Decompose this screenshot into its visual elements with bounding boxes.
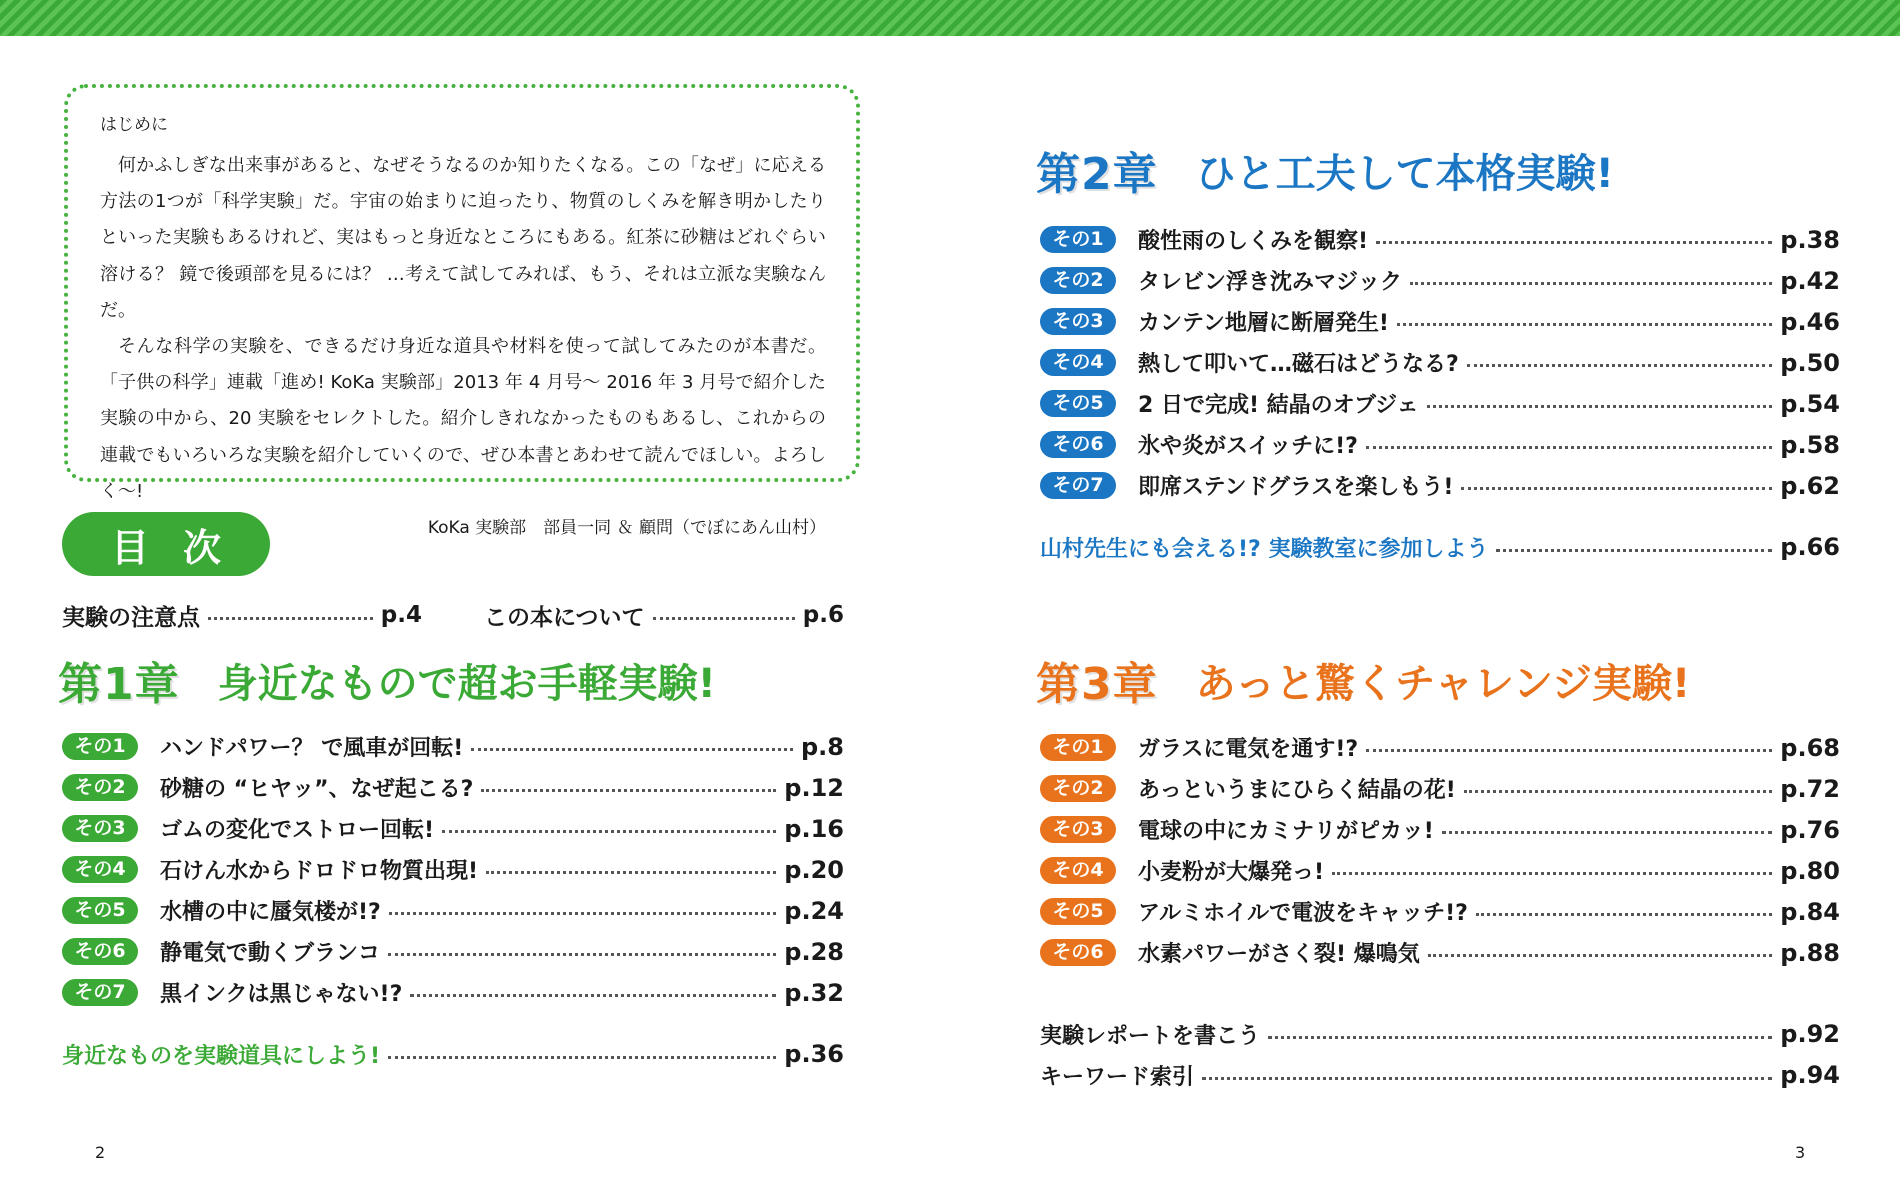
toc-entry-title: 砂糖の “ヒヤッ”、なぜ起こる? (160, 777, 474, 802)
leader-dots (1427, 405, 1773, 408)
chapter-2-list (1040, 219, 1840, 506)
toc-entry-title: 身近なものを実験道具にしよう! (62, 1043, 381, 1069)
leader-dots (1366, 749, 1772, 752)
leader-dots (653, 617, 795, 620)
toc-entry[interactable] (62, 767, 844, 808)
chapter-2-title (1036, 140, 1614, 200)
toc-entry-title: キーワード索引 (1040, 1064, 1195, 1090)
toc-entry-page: p.72 (1780, 774, 1840, 803)
toc-entry-title: 水素パワーがさく裂! 爆鳴気 (1138, 942, 1420, 967)
chapter-1-list (62, 726, 844, 1013)
toc-entry[interactable] (1040, 809, 1840, 850)
leader-dots (410, 994, 776, 997)
item-tag: その7 (1040, 472, 1116, 499)
toc-entry-page: p.66 (1780, 533, 1840, 561)
toc-entry[interactable] (1040, 383, 1840, 424)
toc-entry-title: 石けん水からドロドロ物質出現! (160, 859, 479, 884)
chapter-3-title (1036, 650, 1690, 710)
toc-entry-title: 酸性雨のしくみを観察! (1138, 229, 1369, 254)
item-tag: その3 (1040, 816, 1116, 843)
toc-entry-page: p.8 (801, 732, 844, 761)
toc-entry-page: p.4 (380, 602, 422, 628)
toc-entry-title: 2 日で完成! 結晶のオブジェ (1138, 393, 1419, 418)
chapter-name: あっと驚くチャレンジ実験! (1195, 660, 1691, 707)
leader-dots (1376, 241, 1772, 244)
toc-entry[interactable] (62, 808, 844, 849)
toc-entry-title: 熱して叩いて…磁石はどうなる? (1138, 352, 1459, 377)
toc-entry-page: p.80 (1780, 856, 1840, 885)
toc-entry[interactable] (1040, 219, 1840, 260)
toc-entry-page: p.84 (1780, 897, 1840, 926)
leader-dots (1461, 487, 1772, 490)
chapter-name: 身近なもので超お手軽実験! (217, 660, 716, 707)
item-tag: その1 (1040, 734, 1116, 761)
toc-entry-title: 電球の中にカミナリがピカッ! (1138, 819, 1434, 844)
intro-signature: KoKa 実験部 部員一同 ＆ 顧問（でぼにあん山村） (427, 518, 826, 539)
chapter-2-extra[interactable] (1040, 527, 1840, 567)
toc-entry-title: 実験の注意点 (62, 604, 200, 631)
toc-entry-page: p.54 (1780, 389, 1840, 418)
toc-entry[interactable] (1040, 301, 1840, 342)
chapter-number: 第2章 (1036, 149, 1158, 200)
toc-entry-page: p.20 (784, 855, 844, 884)
item-tag: その4 (1040, 857, 1116, 884)
leader-dots (208, 617, 373, 620)
item-tag: その5 (62, 897, 138, 924)
leader-dots (1332, 872, 1772, 875)
leader-dots (1428, 954, 1773, 957)
item-tag: その4 (1040, 349, 1116, 376)
top-decorative-band (0, 0, 1900, 36)
item-tag: その6 (1040, 939, 1116, 966)
leader-dots (481, 789, 776, 792)
page-number-left: 2 (95, 1143, 106, 1162)
toc-entry-title: 黒インクは黒じゃない!? (160, 982, 403, 1007)
item-tag: その1 (62, 733, 138, 760)
intro-paragraph-2: そんな科学の実験を、できるだけ身近な道具や材料を使って試してみたのが本書だ。「子供の科学」連載「進め! KoKa 実験部」2013 年 4 月号～ 2016 年 3 月号で紹介した実験の中から、20 実験をセレクトした。紹介しきれなかったものもあるし、これからの連載でもいろいろな実験を紹介していくので、ぜひ本書とあわせて読んでほしい。よろしく～! (100, 336, 826, 502)
leader-dots (1476, 913, 1772, 916)
toc-entry-page: p.46 (1780, 307, 1840, 336)
toc-entry-page: p.76 (1780, 815, 1840, 844)
toc-entry-title: アルミホイルで電波をキャッチ!? (1138, 901, 1468, 926)
chapter-3-list (1040, 727, 1840, 973)
toc-entry-page: p.62 (1780, 471, 1840, 500)
toc-entry[interactable] (1040, 424, 1840, 465)
chapter-1-title (58, 650, 716, 710)
toc-entry[interactable] (1040, 727, 1840, 768)
toc-entry[interactable] (1040, 891, 1840, 932)
leader-dots (1464, 790, 1772, 793)
toc-entry-title: タレビン浮き沈みマジック (1138, 270, 1403, 295)
intro-heading: はじめに (100, 115, 168, 135)
toc-entry-title: 氷や炎がスイッチに!? (1138, 434, 1358, 459)
toc-entry[interactable] (62, 890, 844, 931)
toc-entry-title: ゴムの変化でストロー回転! (160, 818, 435, 843)
toc-entry-title: カンテン地層に断層発生! (1138, 311, 1389, 336)
toc-entry-title: あっというまにひらく結晶の花! (1138, 778, 1456, 803)
intro-paragraph-1: 何かふしぎな出来事があると、なぜそうなるのか知りたくなる。この「なぜ」に応える方法の1つが「科学実験」だ。宇宙の始まりに迫ったり、物質のしくみを解き明かしたりといった実験もあるけれど、実はもっと身近なところにもある。紅茶に砂糖はどれぐらい溶ける？ 鏡で後頭部を見るには？ …考えて試してみれば、もう、それは立派な実験なんだ。 (100, 155, 826, 321)
toc-entry[interactable] (62, 849, 844, 890)
toc-entry-about-book[interactable] (484, 598, 844, 632)
leader-dots (442, 830, 776, 833)
toc-entry-title: 小麦粉が大爆発っ! (1138, 860, 1325, 885)
toc-entry[interactable] (1040, 342, 1840, 383)
chapter-number: 第3章 (1036, 659, 1158, 710)
toc-entry-page: p.92 (1780, 1020, 1840, 1048)
item-tag: その2 (1040, 267, 1116, 294)
toc-entry-index[interactable] (1040, 1055, 1840, 1095)
toc-entry-page: p.12 (784, 773, 844, 802)
toc-entry[interactable] (1040, 932, 1840, 973)
chapter-1-extra[interactable] (62, 1034, 844, 1074)
item-tag: その3 (1040, 308, 1116, 335)
toc-entry-title: ガラスに電気を通す!? (1138, 737, 1359, 762)
toc-entry[interactable] (1040, 768, 1840, 809)
leader-dots (1268, 1036, 1772, 1039)
toc-entry-report[interactable] (1040, 1014, 1840, 1054)
leader-dots (389, 912, 777, 915)
toc-entry-page: p.38 (1780, 225, 1840, 254)
leader-dots (388, 953, 776, 956)
toc-entry-title: この本について (484, 604, 645, 631)
item-tag: その2 (62, 774, 138, 801)
toc-badge: 目次 (62, 512, 270, 576)
toc-entry-page: p.16 (784, 814, 844, 843)
toc-entry-page: p.88 (1780, 938, 1840, 967)
toc-entry-title: 山村先生にも会える!? 実験教室に参加しよう (1040, 536, 1489, 562)
item-tag: その5 (1040, 390, 1116, 417)
toc-entry-page: p.36 (784, 1040, 844, 1068)
toc-entry-page: p.50 (1780, 348, 1840, 377)
toc-entry-page: p.32 (784, 978, 844, 1007)
leader-dots (1467, 364, 1773, 367)
toc-entry-page: p.28 (784, 937, 844, 966)
toc-entry-title: ハンドパワー？ で風車が回転! (160, 736, 464, 761)
toc-entry[interactable] (1040, 850, 1840, 891)
leader-dots (486, 871, 776, 874)
leader-dots (1397, 323, 1772, 326)
leader-dots (1496, 549, 1772, 552)
toc-entry-page: p.68 (1780, 733, 1840, 762)
toc-entry-page: p.94 (1780, 1061, 1840, 1089)
toc-entry[interactable] (1040, 465, 1840, 506)
toc-entry-page: p.24 (784, 896, 844, 925)
toc-entry[interactable] (62, 931, 844, 972)
item-tag: その3 (62, 815, 138, 842)
toc-entry[interactable] (62, 726, 844, 767)
toc-entry-title: 水槽の中に蜃気楼が!? (160, 900, 381, 925)
item-tag: その7 (62, 979, 138, 1006)
leader-dots (388, 1056, 776, 1059)
item-tag: その5 (1040, 898, 1116, 925)
page-number-right: 3 (1795, 1143, 1806, 1162)
leader-dots (471, 748, 793, 751)
leader-dots (1202, 1077, 1772, 1080)
toc-entry-page: p.58 (1780, 430, 1840, 459)
chapter-name: ひと工夫して本格実験! (1195, 150, 1614, 197)
intro-box (64, 84, 860, 539)
toc-entry-precautions[interactable] (62, 598, 422, 632)
chapter-number: 第1章 (58, 659, 180, 710)
toc-entry-title: 実験レポートを書こう (1040, 1023, 1261, 1049)
item-tag: その2 (1040, 775, 1116, 802)
toc-entry[interactable] (1040, 260, 1840, 301)
item-tag: その6 (62, 938, 138, 965)
toc-entry-page: p.42 (1780, 266, 1840, 295)
leader-dots (1442, 831, 1772, 834)
toc-entry[interactable] (62, 972, 844, 1013)
leader-dots (1366, 446, 1772, 449)
item-tag: その1 (1040, 226, 1116, 253)
toc-entry-page: p.6 (802, 602, 844, 628)
item-tag: その6 (1040, 431, 1116, 458)
leader-dots (1410, 282, 1772, 285)
toc-entry-title: 静電気で動くブランコ (160, 941, 381, 966)
toc-entry-title: 即席ステンドグラスを楽しもう! (1138, 475, 1454, 500)
item-tag: その4 (62, 856, 138, 883)
